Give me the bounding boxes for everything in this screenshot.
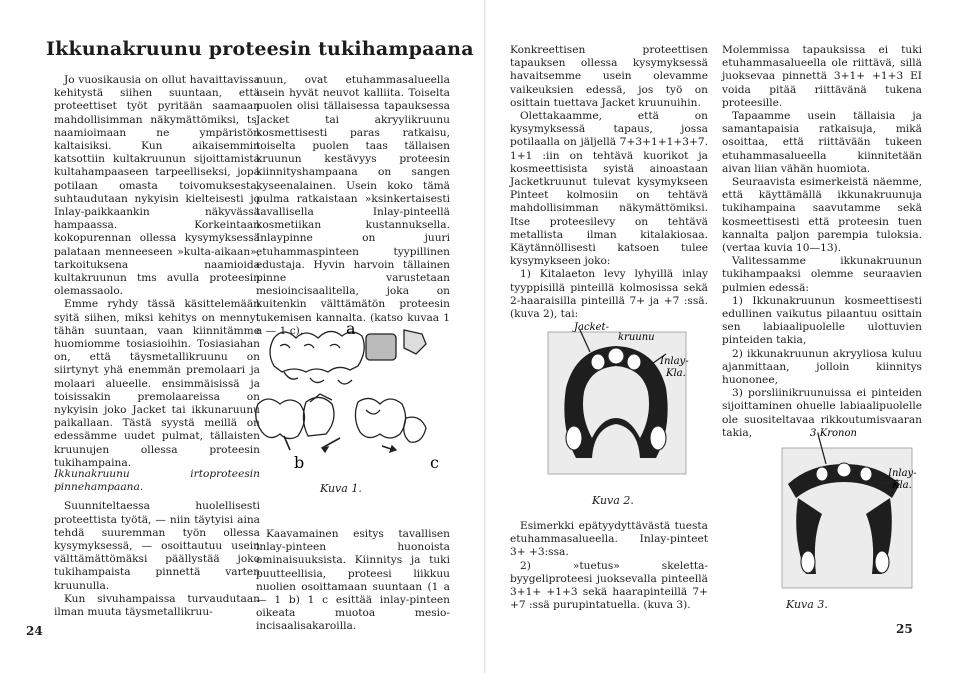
figure-2-label-kruunu: kruunu	[618, 332, 655, 343]
paragraph: 2) »tuetus» skeletta-byygeliproteesi juoksevalla pinteellä 3+1+ +1+3 sekä haarapinteillä 7+ +7 :ssä purupintatuella. (kuva 3).	[510, 559, 708, 612]
section-heading: Ikkunakruunu irtoproteesin pinnehampaana.	[54, 468, 260, 494]
figure-3-label-kruunu: 3-Kronon	[810, 428, 857, 439]
paragraph: Konkreettisen proteettisen tapauksen ollessa kysymyksessä havaitsemme usein olevamme vaikeuksien edessä, jos työ on osittain tuettava Jacket kruunuihin.	[510, 44, 708, 109]
figure-2-caption: Kuva 2.	[592, 494, 634, 507]
left-column-1-lower	[54, 468, 260, 618]
figure-3-caption: Kuva 3.	[786, 598, 828, 611]
paragraph: Jo vuosikausia on ollut havaittavissa kehitystä siihen suuntaan, että proteettiset työt pyritään saamaan mahdollisimman näkymättömiksi, ts. naamioimaan ne ympäristön kaltaisiksi. Kun aikaisemmin katsottiin kultakruunun sijoittamista kultahampaaseen tarpeelliseksi, jopa potilaan omasta toivomuksesta, suhtaudutaan nykyisin kielteisesti jo Inlay-paikkaankin näkyvässä hampaassa. Korkeintaan kokopurennan ollessa kysymyksessä palataan menneeseen »kulta-aikaan», tarkoituksena naamioida kultakruunun tms avulla proteesin olemassaolo.	[54, 74, 260, 298]
figure-1-caption: Kuva 1.	[320, 482, 362, 495]
page-number: 24	[26, 624, 43, 638]
paragraph: nuun, ovat etuhammasalueella usein hyvät neuvot kalliita. Toiselta puolen olisi tällaisessa tapauksessa Jacket tai akryylikruunu kosmettisesti paras ratkaisu, toiselta puolen taas tällaisen kruunun kestävyys proteesin kiinnityshampaana on sangen kyseenalainen. Usein koko tämä pulma ratkaistaan »ksinkertaisesti tavallisella Inlay-pinteellä kosmetiikan kustannuksella. Inlaypinne on juuri etuhammaspinteen tyypillinen edustaja. Hyvin harvoin tällainen pinne varustetaan mesioincisaalitella, joka on kuitenkin välttämätön proteesin tukemisen kannalta. (katso kuvaa 1 a — 1 c).	[256, 74, 450, 337]
figure-1-description: Kaavamainen esitys tavallisen inlay-pinteen huonoista ominaisuuksista. Kiinnitys ja tuki puutteellisia, proteesi liikkuu nuolien osoittamaan suuntaan (1 a — 1 b) 1 c esittää inlay-pinteen oikeata muotoa mesio-incisaalisakaroilla.	[256, 528, 450, 633]
figure-2-dental-diagram	[526, 318, 706, 482]
paragraph: Seuraavista esimerkeistä näemme, että käyttämällä ikkunakruunuja tukihampaina saavutamme sekä kosmeettisesti että proteesin tuen kannalta paljon parempia tuloksia. (vertaa kuvia 10—13).	[722, 176, 922, 255]
list-item: 3) porsliinikruunuissa ei pinteiden sijoittaminen ohuelle labiaalipuolelle ole suositeltavaa rikkoutumisvaaran takia,	[722, 387, 922, 439]
paragraph: Valitessamme ikkunakruunun tukihampaaksi olemme seuraavien pulmien edessä:	[722, 255, 922, 294]
figure-1-label-a: a	[346, 319, 356, 338]
figure-3-label-inlay: Inlay-	[888, 468, 917, 479]
left-column-1	[54, 74, 260, 469]
list-item: 2) ikkunakruunun akryyliosa kuluu ajanmittaan, jolloin kiinnitys huononee,	[722, 347, 922, 387]
right-column-1-lower	[510, 520, 708, 616]
figure-1-dental-illustration	[254, 318, 454, 476]
left-column-2-lower	[256, 528, 450, 633]
figure-2-label-inlay: Inlay-	[660, 356, 689, 367]
figure-3-label-kla: Kla.	[892, 480, 912, 491]
figure-1-label-b: b	[294, 453, 305, 472]
article-title: Ikkunakruunu proteesin tukihampaana	[46, 38, 474, 60]
paragraph: Olettakaamme, että on kysymyksessä tapaus, jossa potilaalla on jäljellä 7+3+1+1+3+7. 1+1 :iin on tehtävä kuorikot ja kosmeettisista syistä ainoastaan Jacketkruunut tulevat kysymykseen Pinteet kolmosiin on tehtävä mahdollisimman näkymättömiksi. Itse proteesilevy on tehtävä metallista ilman kitalakiosaa. Käytännöllisesti katsoen tulee kysymykseen joko:	[510, 110, 708, 268]
left-column-2	[256, 74, 450, 337]
figure-2-label-jacket: Jacket-	[574, 322, 609, 333]
figure-1-label-c: c	[430, 453, 439, 472]
list-item: 1) Ikkunakruunun kosmeettisesti edullinen vaikutus pilaantuu osittain sen labiaalipuolelle ulottuvien pinteiden takia,	[722, 294, 922, 347]
paragraph: Suunniteltaessa huolellisesti proteettista työtä, — niin täytyisi aina tehdä suuremman työn ollessa kysymyksessä, — osoittautuu usein välttämättömäksi päällystää joko tukihampaista pinnettä varten kruunulla.	[54, 500, 260, 592]
right-page	[486, 0, 960, 673]
paragraph: 1) Kitalaeton levy lyhyillä inlay tyyppisillä pinteillä kolmosissa sekä 2-haaraisilla pinteillä 7+ ja +7 :ssä. (kuva 2), tai:	[510, 268, 708, 321]
figure-3-dental-diagram	[758, 424, 924, 592]
paragraph: Tapaamme usein tällaisia ja samantapaisia ratkaisuja, mikä osoittaa, että riittävään tukeen etuhammasalueella kiinnitetään aivan liian vähän huomiota.	[722, 110, 922, 175]
paragraph: Kun sivuhampaissa turvaudutaan ilman muuta täysmetallikruu-	[54, 592, 260, 619]
page-number: 25	[896, 622, 913, 636]
figure-2-label-kla: Kla.	[666, 368, 686, 379]
figure-2-description: Esimerkki epätyydyttävästä tuesta etuhammasalueella. Inlay-pinteet 3+ +3:ssa.	[510, 520, 708, 559]
paragraph: Molemmissa tapauksissa ei tuki etuhammasalueella ole riittävä, sillä juoksevaa pinnettä 3+1+ +1+3 EI voida pitää riittävänä tukena proteesille.	[722, 44, 922, 109]
right-column-1	[510, 44, 708, 321]
paragraph: Emme ryhdy tässä käsittelemään syitä siihen, miksi kehitys on mennyt tähän suuntaan, vaan kiinnitämme huomiomme tosiasioihin. Tosiasiahan on, että täysmetallikruunu on siirtynyt yhä enemmän premolaari ja molaari alueelle. ensimmäisissä ja toisissakin premolaareissa on nykyisin joko Jacket tai ikkunaruunu paikallaan. Tästä syystä meillä on edessämme uudet pulmat, tällaisten kruunujen ollessa proteesin tukihampaina.	[54, 298, 260, 469]
